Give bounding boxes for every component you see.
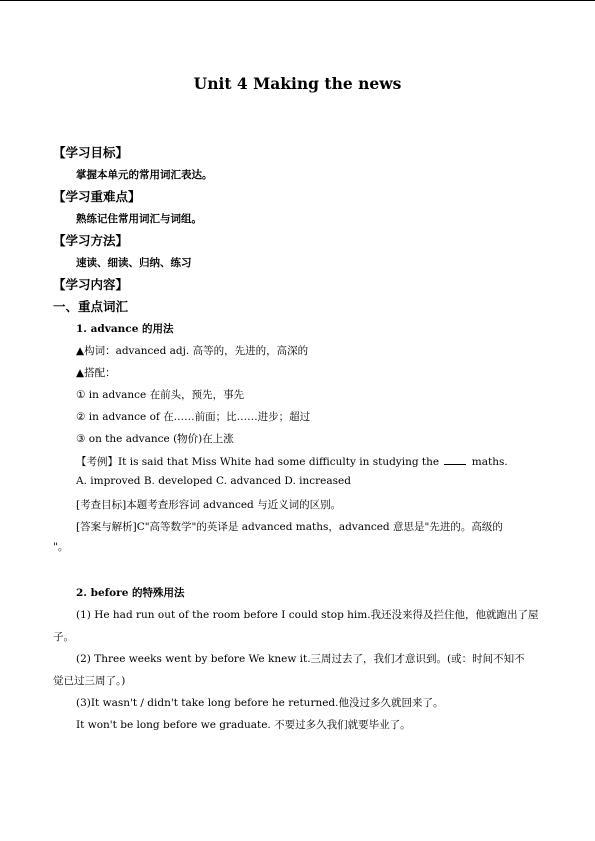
page-title: Unit 4 Making the news: [193, 74, 402, 93]
before-sentence-2-line-1: (2) Three weeks went by before We knew it.三周过去了，我们才意识到。(或：时间不知不: [76, 653, 525, 665]
key-points-text: 熟练记住常用词汇与词组。: [76, 213, 202, 225]
advance-answer-line-2: "。: [53, 541, 69, 553]
advance-example-end: maths.: [468, 456, 508, 468]
advance-example-text: 【考例】It is said that Miss White had some difficulty in studying the: [76, 456, 443, 468]
before-sentence-2-line-2: 觉已过三周了。): [53, 675, 126, 687]
before-sentence-4: It won't be long before we graduate. 不要过多久我们就要毕业了。: [76, 719, 411, 731]
method-text: 速读、细读、归纳、练习: [76, 257, 192, 269]
advance-options: A. improved B. developed C. advanced D. increased: [76, 475, 351, 487]
before-sentence-1-line-1: (1) He had run out of the room before I could stop him.我还没来得及拦住他，他就跑出了屋: [76, 609, 539, 621]
advance-heading: 1. advance 的用法: [76, 323, 174, 335]
goal-text: 掌握本单元的常用词汇表达。: [76, 169, 213, 181]
advance-example: [76, 454, 508, 469]
goal-heading: 【学习目标】: [53, 145, 129, 160]
method-heading: 【学习方法】: [53, 233, 129, 248]
page-top-border: [0, 0, 595, 1]
content-heading: 【学习内容】: [53, 277, 129, 292]
before-sentence-3: (3)It wasn't / didn't take long before he returned.他没过多久就回来了。: [76, 697, 444, 709]
part1-heading: 一、重点词汇: [53, 299, 129, 314]
advance-word-formation: ▲构词：advanced adj. 高等的，先进的，高深的: [76, 345, 309, 357]
advance-target: [考查目标]本题考查形容词 advanced 与近义词的区别。: [76, 499, 342, 511]
answer-blank: [444, 455, 466, 465]
before-sentence-1-line-2: 子。: [53, 631, 74, 643]
before-heading: 2. before 的特殊用法: [76, 587, 185, 599]
advance-collocation-item-3: ③ on the advance (物价)在上涨: [76, 433, 234, 445]
advance-collocation-label: ▲搭配：: [76, 367, 116, 379]
advance-collocation-item-1: ① in advance 在前头，预先，事先: [76, 389, 245, 401]
key-points-heading: 【学习重难点】: [53, 189, 141, 204]
advance-answer-line-1: [答案与解析]C"高等数学"的英译是 advanced maths，advanced 意思是"先进的。高级的: [76, 521, 503, 533]
advance-collocation-item-2: ② in advance of 在……前面；比……进步；超过: [76, 411, 311, 423]
